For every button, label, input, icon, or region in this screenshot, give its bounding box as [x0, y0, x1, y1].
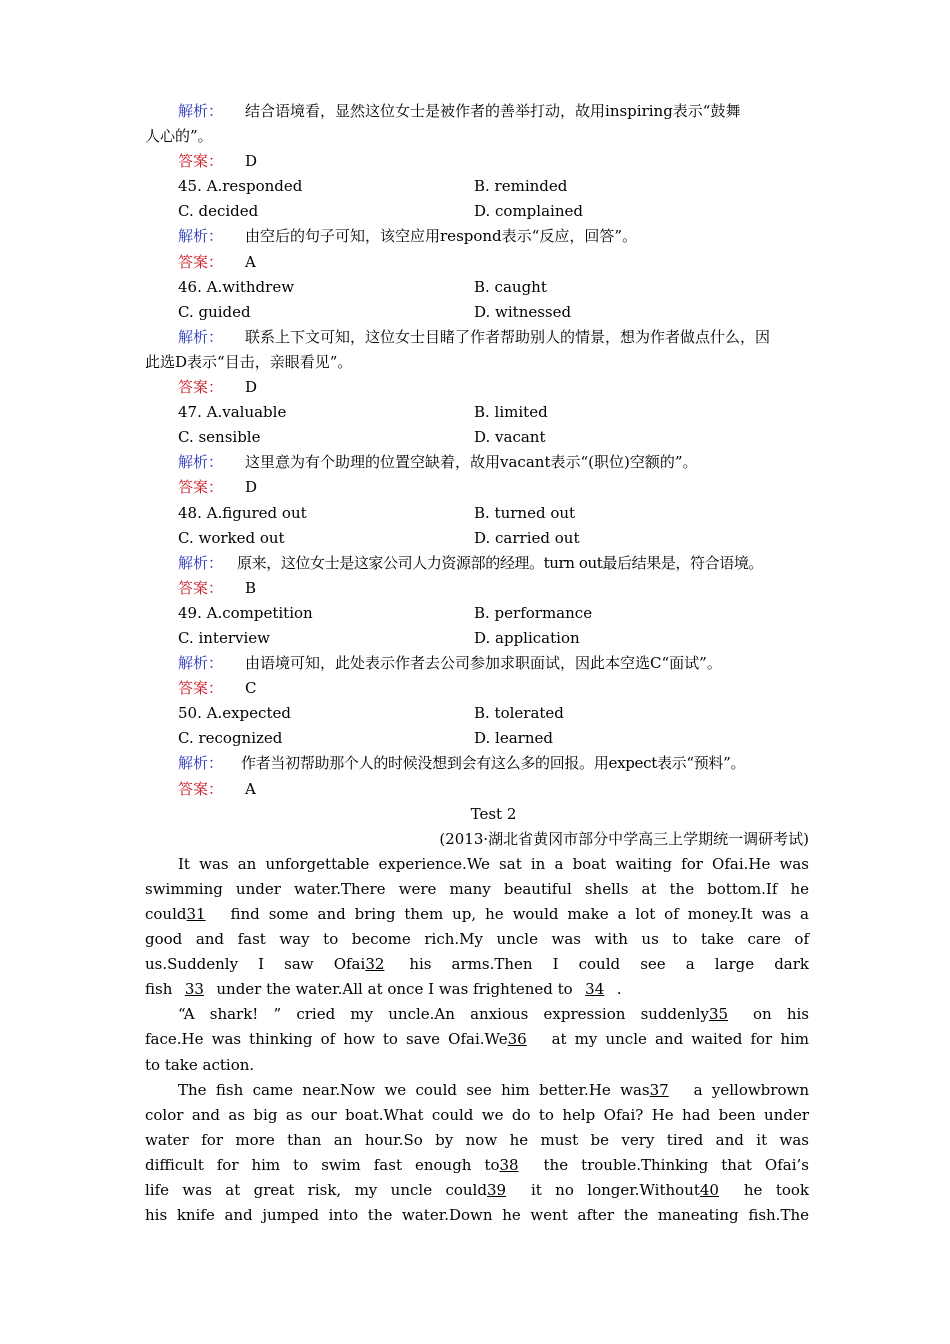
option-b: B. caught	[474, 277, 547, 296]
answer-value: D	[245, 152, 258, 171]
answer-line	[145, 475, 809, 500]
analysis-label: 解析：	[178, 553, 224, 572]
answer-label: 答案：	[178, 378, 224, 397]
blank-36: 36	[507, 1030, 527, 1049]
answer-line	[145, 149, 809, 174]
section-source: (2013·湖北省黄冈市部分中学高三上学期统一调研考试)	[439, 829, 809, 848]
analysis-text: 结合语境看，显然这位女士是被作者的善举打动，故用inspiring表示“鼓舞	[245, 102, 741, 120]
passage-line: “A shark! ” cried my uncle.An anxious expression suddenly35 on his	[145, 1002, 809, 1027]
blank-31: 31	[186, 905, 206, 923]
answer-value: D	[245, 378, 258, 397]
passage-line: could31 find some and bring them up, he would make a lot of money.It was a	[145, 902, 809, 927]
blank-37: 37	[649, 1080, 669, 1099]
passage-line: life was at great risk, my uncle could39 it no longer.Without40 he took	[145, 1178, 809, 1203]
option-a: 46. A.withdrew	[178, 277, 295, 296]
analysis-label: 解析：	[178, 102, 224, 120]
option-b: B. tolerated	[474, 704, 564, 723]
answer-value: C	[245, 679, 257, 698]
analysis-line	[145, 224, 809, 249]
blank-40: 40	[699, 1181, 719, 1200]
document-content	[145, 99, 809, 1228]
blank-34: 34	[585, 980, 605, 999]
analysis-line	[145, 751, 809, 776]
option-a: 49. A.competition	[178, 603, 313, 622]
option-c: C. guided	[178, 302, 251, 321]
analysis-label: 解析：	[178, 227, 224, 246]
answer-label: 答案：	[178, 679, 224, 698]
option-b: B. reminded	[474, 177, 568, 196]
analysis-label: 解析：	[178, 327, 224, 346]
blank-38: 38	[499, 1155, 519, 1174]
question-options-row	[145, 174, 809, 199]
option-c: C. decided	[178, 202, 259, 221]
passage-line: It was an unforgettable experience.We sat in a boat waiting for Ofai.He was	[178, 854, 809, 873]
analysis-label: 解析：	[178, 453, 224, 472]
passage-line: good and fast way to become rich.My uncle was with us to take care of	[145, 930, 809, 949]
blank-39: 39	[486, 1181, 507, 1200]
question-options-row	[145, 526, 809, 551]
section-title: Test 2	[470, 804, 517, 823]
analysis-line	[145, 99, 809, 124]
answer-line	[145, 250, 809, 275]
question-options-row	[145, 501, 809, 526]
analysis-text: 原来，这位女士是这家公司人力资源部的经理。turn out最后结果是，符合语境。	[237, 553, 764, 572]
option-d: D. witnessed	[474, 302, 572, 321]
option-a: 48. A.figured out	[178, 503, 307, 522]
passage-line: The fish came near.Now we could see him better.He was37 a yellowbrown	[145, 1078, 809, 1103]
option-a: 50. A.expected	[178, 704, 291, 723]
option-d: D. learned	[474, 729, 553, 748]
answer-line	[145, 676, 809, 701]
analysis-label: 解析：	[178, 654, 224, 673]
analysis-text: 由空后的句子可知，该空应用respond表示“反应，回答”。	[245, 227, 637, 246]
passage-line: fish 33 under the water.All at once I was frightened to 34 .	[145, 977, 809, 1002]
answer-label: 答案：	[178, 779, 224, 798]
question-options-row	[145, 626, 809, 651]
analysis-line	[145, 651, 809, 676]
option-a: 47. A.valuable	[178, 403, 287, 422]
answer-label: 答案：	[178, 478, 224, 497]
answer-label: 答案：	[178, 252, 224, 271]
passage-line: difficult for him to swim fast enough to38 the trouble.Thinking that Ofai’s	[145, 1153, 809, 1178]
passage-line: face.He was thinking of how to save Ofai.We36 at my uncle and waited for him	[145, 1027, 809, 1052]
answer-value: A	[245, 779, 256, 798]
blank-33: 33	[184, 980, 204, 999]
option-d: D. carried out	[474, 528, 580, 547]
analysis-line-cont: 人心的”。	[145, 127, 213, 146]
question-options-row	[145, 199, 809, 224]
answer-label: 答案：	[178, 152, 224, 171]
question-options-row	[145, 400, 809, 425]
question-options-row	[145, 275, 809, 300]
blank-32: 32	[365, 955, 385, 974]
analysis-line	[145, 325, 809, 350]
option-b: B. performance	[474, 603, 593, 622]
option-d: D. application	[474, 628, 580, 647]
option-c: C. recognized	[178, 729, 283, 748]
option-c: C. worked out	[178, 528, 285, 547]
option-b: B. turned out	[474, 503, 576, 522]
analysis-label: 解析：	[178, 754, 224, 773]
question-options-row	[145, 701, 809, 726]
analysis-line-cont: 此选D表示“目击，亲眼看见”。	[145, 352, 353, 371]
answer-value: A	[245, 252, 256, 271]
analysis-line	[145, 551, 809, 576]
passage-line: us.Suddenly I saw Ofai32 his arms.Then I could see a large dark	[145, 952, 809, 977]
passage-line: swimming under water.There were many beautiful shells at the bottom.If he	[145, 879, 809, 898]
option-c: C. sensible	[178, 428, 261, 447]
option-a: 45. A.responded	[178, 177, 303, 196]
answer-line	[145, 375, 809, 400]
analysis-text: 联系上下文可知，这位女士目睹了作者帮助别人的情景，想为作者做点什么，因	[245, 327, 771, 346]
answer-line	[145, 576, 809, 601]
passage-line: water for more than an hour.So by now he must be very tired and it was	[145, 1130, 809, 1149]
question-options-row	[145, 425, 809, 450]
passage-line: to take action.	[145, 1055, 255, 1074]
question-options-row	[145, 601, 809, 626]
passage-line: color and as big as our boat.What could we do to help Ofai? He had been under	[145, 1105, 809, 1124]
answer-value: B	[245, 578, 257, 597]
option-c: C. interview	[178, 628, 270, 647]
question-options-row	[145, 300, 809, 325]
answer-label: 答案：	[178, 578, 224, 597]
option-b: B. limited	[474, 403, 548, 422]
answer-value: D	[245, 478, 258, 497]
analysis-text: 作者当初帮助那个人的时候没想到会有这么多的回报。用expect表示“预料”。	[241, 754, 746, 773]
analysis-text: 由语境可知，此处表示作者去公司参加求职面试，因此本空选C“面试”。	[245, 654, 722, 673]
question-options-row	[145, 726, 809, 751]
option-d: D. complained	[474, 202, 583, 221]
passage-line: his knife and jumped into the water.Down he went after the maneating fish.The	[145, 1206, 809, 1225]
analysis-line	[145, 450, 809, 475]
analysis-text: 这里意为有个助理的位置空缺着，故用vacant表示“(职位)空额的”。	[245, 453, 698, 472]
blank-35: 35	[708, 1005, 729, 1024]
option-d: D. vacant	[474, 428, 546, 447]
answer-line	[145, 777, 809, 802]
